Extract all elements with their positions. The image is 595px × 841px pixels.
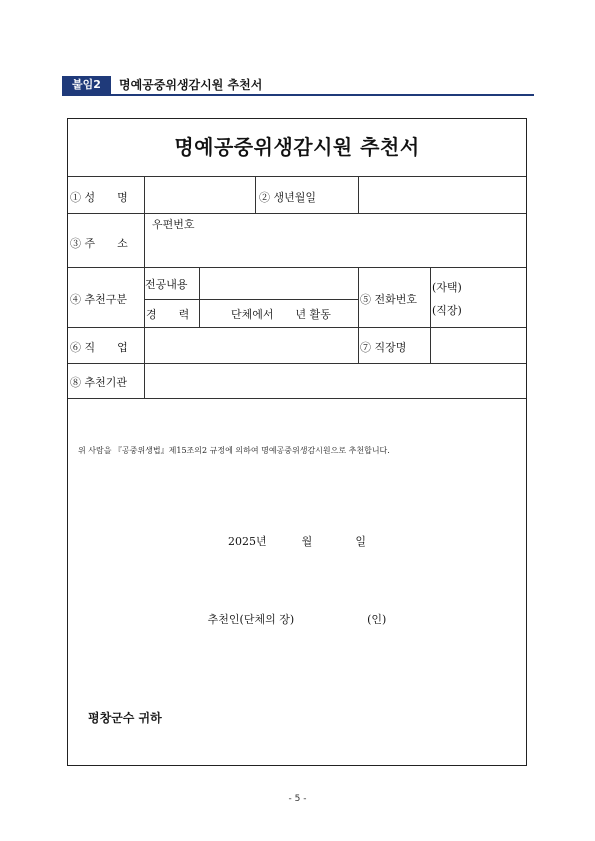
date-line bbox=[68, 533, 526, 549]
row-divider bbox=[68, 363, 526, 364]
name-label: ① 성 명 bbox=[70, 191, 128, 204]
address-label: ③ 주 소 bbox=[70, 237, 128, 250]
career-text: 단체에서 년 활동 bbox=[231, 308, 331, 321]
workplace-field[interactable] bbox=[432, 329, 524, 361]
date-year: 2025년 bbox=[228, 535, 267, 548]
recommendation-form bbox=[67, 118, 527, 766]
postal-code-label: 우편번호 bbox=[152, 218, 195, 231]
attachment-title: 명예공중위생감시원 추천서 bbox=[119, 78, 263, 92]
major-label: 전공내용 bbox=[145, 278, 188, 291]
date-month: 월 bbox=[301, 535, 313, 548]
col-divider bbox=[358, 176, 359, 213]
workplace-label: ⑦ 직장명 bbox=[360, 341, 407, 354]
row-divider bbox=[144, 299, 358, 300]
recommender-line bbox=[68, 611, 526, 627]
recommender-label: 추천인(단체의 장) bbox=[207, 613, 295, 626]
home-phone-label: (자택) bbox=[432, 281, 462, 294]
form-title: 명예공중위생감시원 추천서 bbox=[174, 135, 420, 159]
address-field[interactable] bbox=[146, 231, 524, 265]
birthdate-field[interactable] bbox=[360, 178, 524, 211]
row-divider bbox=[68, 267, 526, 268]
phone-label: ⑤ 전화번호 bbox=[360, 293, 418, 306]
attachment-tag: 붙임2 bbox=[62, 76, 111, 94]
org-label: ⑧ 추천기관 bbox=[70, 376, 128, 389]
major-field[interactable] bbox=[201, 269, 356, 297]
category-label: ④ 추천구분 bbox=[70, 293, 128, 306]
name-field[interactable] bbox=[146, 178, 253, 211]
job-field[interactable] bbox=[146, 329, 356, 361]
work-phone-label: (직장) bbox=[432, 304, 462, 317]
col-divider bbox=[358, 267, 359, 363]
row-divider bbox=[68, 176, 526, 177]
row-divider bbox=[68, 327, 526, 328]
job-label: ⑥ 직 업 bbox=[70, 341, 128, 354]
career-label: 경 력 bbox=[146, 308, 190, 321]
date-day: 일 bbox=[355, 535, 366, 548]
row-divider bbox=[68, 398, 526, 399]
addressee: 평창군수 귀하 bbox=[88, 711, 162, 725]
col-divider bbox=[430, 267, 431, 363]
row-divider bbox=[68, 213, 526, 214]
col-divider bbox=[199, 267, 200, 327]
birthdate-label: ② 생년월일 bbox=[259, 191, 317, 204]
recommendation-statement: 위 사람을 『공중위생법』제15조의2 규정에 의하여 명예공중위생감시원으로 추천합니다. bbox=[78, 446, 390, 455]
attachment-header bbox=[62, 76, 534, 96]
seal-mark: (인) bbox=[367, 613, 387, 626]
org-field[interactable] bbox=[146, 365, 524, 396]
page-number: - 5 - bbox=[288, 794, 307, 804]
col-divider bbox=[255, 176, 256, 213]
